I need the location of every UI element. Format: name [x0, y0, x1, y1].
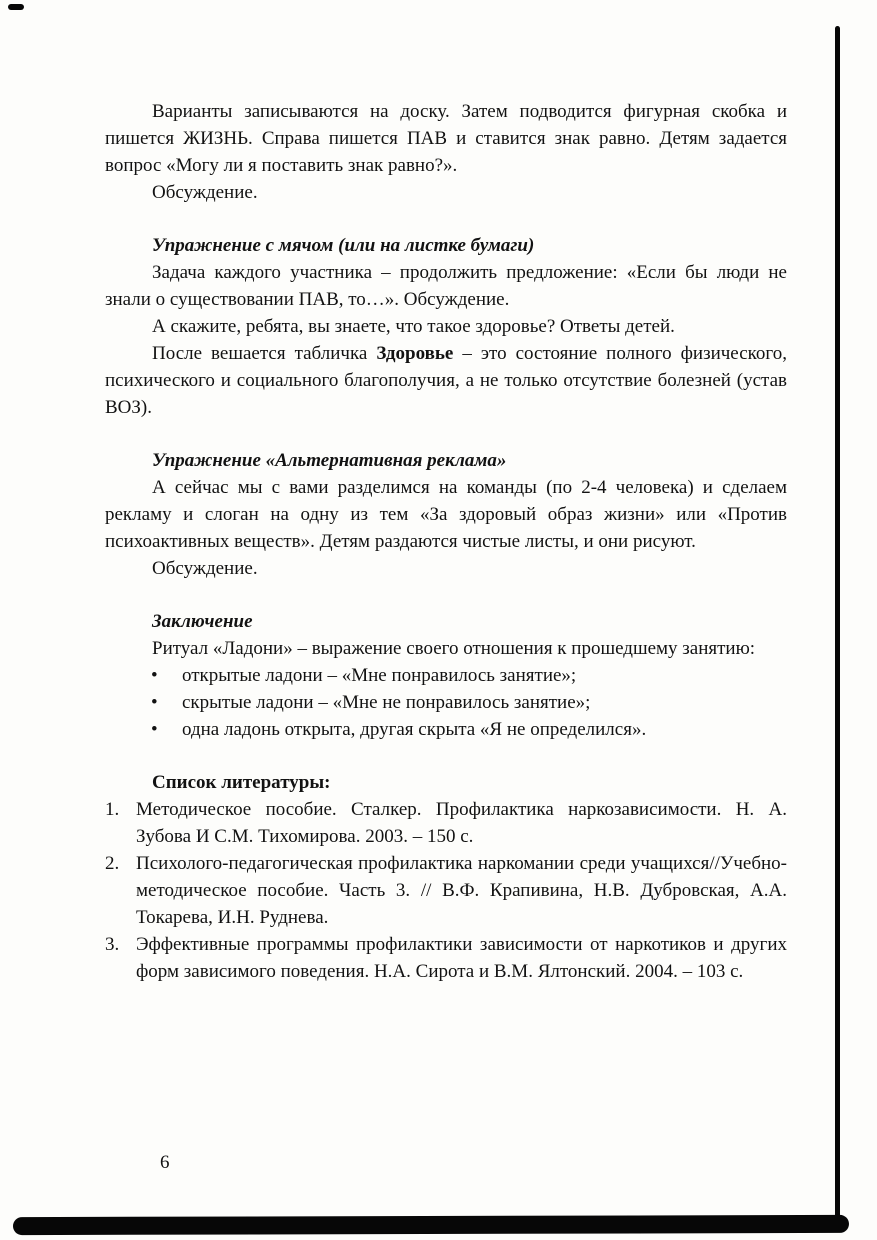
section-heading-conclusion: Заключение — [152, 611, 253, 632]
scan-artifact-bottom-edge — [13, 1215, 849, 1235]
reference-item: Психолого-педагогическая профилактика наркомании среди учащихся//Учебно-методическое пособие. Часть 3. // В.Ф. Крапивина, Н.В. Дубровская, А.А. Токарева, И.Н. Руднева. — [136, 853, 787, 928]
document-text-block — [105, 98, 787, 985]
paragraph: Варианты записываются на доску. Затем подводится фигурная скобка и пишется ЖИЗНЬ. Справа пишется ПАВ и ставится знак равно. Детям задается вопрос «Могу ли я поставить знак равно?». — [105, 101, 787, 176]
bullet-icon: • — [151, 719, 158, 740]
paragraph: А сейчас мы с вами разделимся на команды (по 2-4 человека) и сделаем рекламу и слоган на одну из тем «За здоровый образ жизни» или «Против психоактивных веществ». Детям раздаются чистые листы, и они рисуют. — [105, 477, 787, 552]
page-number: 6 — [160, 1152, 170, 1173]
references-heading: Список литературы: — [152, 772, 331, 793]
paragraph-text: – это состояние полного физического, психического и социального благополучия, а не только отсутствие болезней (устав ВОЗ). — [105, 343, 787, 418]
references-list — [105, 796, 787, 985]
paragraph: Обсуждение. — [152, 558, 258, 579]
bullet-icon: • — [151, 665, 158, 686]
section-heading-exercise-ball: Упражнение с мячом (или на листке бумаги) — [152, 235, 535, 256]
list-item — [105, 662, 787, 689]
list-item-text: одна ладонь открыта, другая скрыта «Я не определился». — [182, 719, 647, 740]
scan-artifact-top-left — [8, 4, 24, 10]
section-heading-exercise-ad: Упражнение «Альтернативная реклама» — [152, 450, 507, 471]
paragraph — [105, 340, 787, 421]
paragraph: А скажите, ребята, вы знаете, что такое здоровье? Ответы детей. — [152, 316, 675, 337]
bullet-list — [105, 662, 787, 743]
paragraph: Задача каждого участника – продолжить предложение: «Если бы люди не знали о существовании ПАВ, то…». Обсуждение. — [105, 262, 787, 310]
bullet-icon: • — [151, 692, 158, 713]
scan-artifact-right-edge — [835, 26, 840, 1228]
paragraph-text: После вешается табличка — [152, 343, 377, 364]
paragraph: Ритуал «Ладони» – выражение своего отношения к прошедшему занятию: — [152, 638, 756, 659]
list-item — [105, 716, 787, 743]
list-item-text: скрытые ладони – «Мне не понравилось занятие»; — [182, 692, 591, 713]
list-item-text: открытые ладони – «Мне понравилось занятие»; — [182, 665, 577, 686]
list-item — [105, 689, 787, 716]
bold-term-health: Здоровье — [376, 343, 454, 364]
reference-item: Методическое пособие. Сталкер. Профилактика наркозависимости. Н. А. Зубова И С.М. Тихомирова. 2003. – 150 с. — [136, 799, 787, 847]
reference-item: Эффективные программы профилактики зависимости от наркотиков и других форм зависимого поведения. Н.А. Сирота и В.М. Ялтонский. 2004. – 103 с. — [136, 934, 787, 982]
paragraph: Обсуждение. — [152, 182, 258, 203]
